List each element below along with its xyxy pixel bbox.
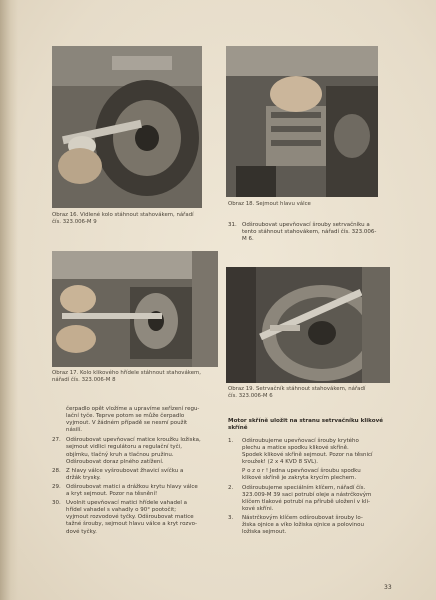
step-31	[228, 222, 388, 245]
figure-caption-text: Obraz 17. Kolo klikového hřídele stáhnout stahovákem, nářadí čís. 323.006-M 8	[52, 370, 202, 383]
figure-caption-text: Obraz 18. Sejmout hlavu válce	[228, 201, 311, 207]
figure-18-caption	[228, 201, 380, 208]
numbered-step	[228, 222, 388, 243]
numbered-step	[228, 438, 394, 466]
note-text: P o z o r ! Jedna upevňovací šroubu spodku klikové skříně je zakryta krycím plechem.	[242, 468, 361, 482]
intro-paragraph: čerpadlo opět vložíme a upravíme seřízení regu- lační tyče. Teprve potom se může čerpadlo vyjmout. V žádném případě se nesmí použít násilí.	[66, 406, 200, 434]
figure-18-photo	[226, 46, 378, 197]
page-spine-shadow	[0, 0, 18, 600]
numbered-step	[52, 500, 218, 535]
step-text: Odšroubovat matici a drážkou krytu hlavy válce a kryt sejmout. Pozor na těsnění!	[66, 483, 198, 498]
numbered-step	[52, 484, 218, 498]
right-column-text	[228, 438, 394, 538]
step-text: Nástrčkovým klíčem odšroubovat šrouby lo- žiska ojnice a víko ložiska ojnice a polovinou ložiska sejmout.	[242, 514, 364, 536]
step-text: Odšroubovat upevňovací šrouby setrvačníku a tento stáhnout stahovákem, nářadí čís. 323.006- M 6.	[242, 222, 377, 243]
step-text: Odšroubovat upevňovací matice kroužku ložiska, sejmout vidlici regulátoru a regulační tyči, objímku, tlačný kruh a tlačnou pružinu. Odšroubovat doraz plného zatížení.	[66, 437, 201, 465]
figure-19-photo	[226, 267, 390, 383]
left-column-text	[52, 406, 218, 538]
numbered-step	[228, 515, 394, 536]
step-number: 3.	[228, 514, 234, 521]
figure-17-photo	[52, 251, 218, 367]
step-number: 28.	[52, 467, 61, 474]
figure-caption-text: Obraz 19. Setrvačník stáhnout stahovákem, nářadí čís. 323.006-M 6	[228, 386, 366, 399]
step-text: Odšroubujeme upevňovací šrouby krytého plechu a matice spodku klikové skříně. Spodek klikové skříně sejmout. Pozor na těsnicí kroužek! (2 x 4 KVD 8 SVL).	[242, 438, 373, 466]
step-number: 29.	[52, 483, 61, 490]
step-number: 1.	[228, 438, 234, 444]
step-number: 30.	[52, 500, 61, 507]
numbered-step	[228, 485, 394, 513]
figure-17-caption	[52, 370, 222, 384]
numbered-step	[52, 437, 218, 465]
step-number: 31.	[228, 222, 237, 228]
page-number: 33	[384, 584, 392, 591]
step-text: Odšroubujeme speciálním klíčem, nářadí čís. 323.009-M 39 saci potrubí oleje a nástrčkovým klíčem tlakové potrubí na přírubě uložení v kli- kové skříni.	[242, 484, 372, 512]
figure-16-caption	[52, 212, 204, 226]
figure-19-caption	[228, 386, 392, 400]
section-heading: Motor skříně uložit na stranu setrvačníku klikové skříně	[228, 418, 384, 432]
step-number: 27.	[52, 437, 61, 444]
step-number: 2.	[228, 484, 234, 491]
numbered-step	[52, 468, 218, 482]
step-text: Uvolnit upevňovací matici hřídele vahadel a hřídel vahadel s vahadly o 90° pootočit; vyjmout rozvodové tyčky. Odšroubovat matice tažné šrouby, sejmout hlavu válce a kryt rozvo- dové tyčky.	[66, 500, 198, 535]
figure-caption-text: Obraz 16. Vidlené kolo stáhnout stahovákem, nářadí čís. 323.006-M 9	[52, 212, 194, 225]
figure-16-photo	[52, 46, 202, 208]
step-text: Z hlavy válce vyšroubovat žhavicí svíčku a držák trysky.	[66, 467, 184, 481]
numbered-step	[228, 468, 394, 482]
